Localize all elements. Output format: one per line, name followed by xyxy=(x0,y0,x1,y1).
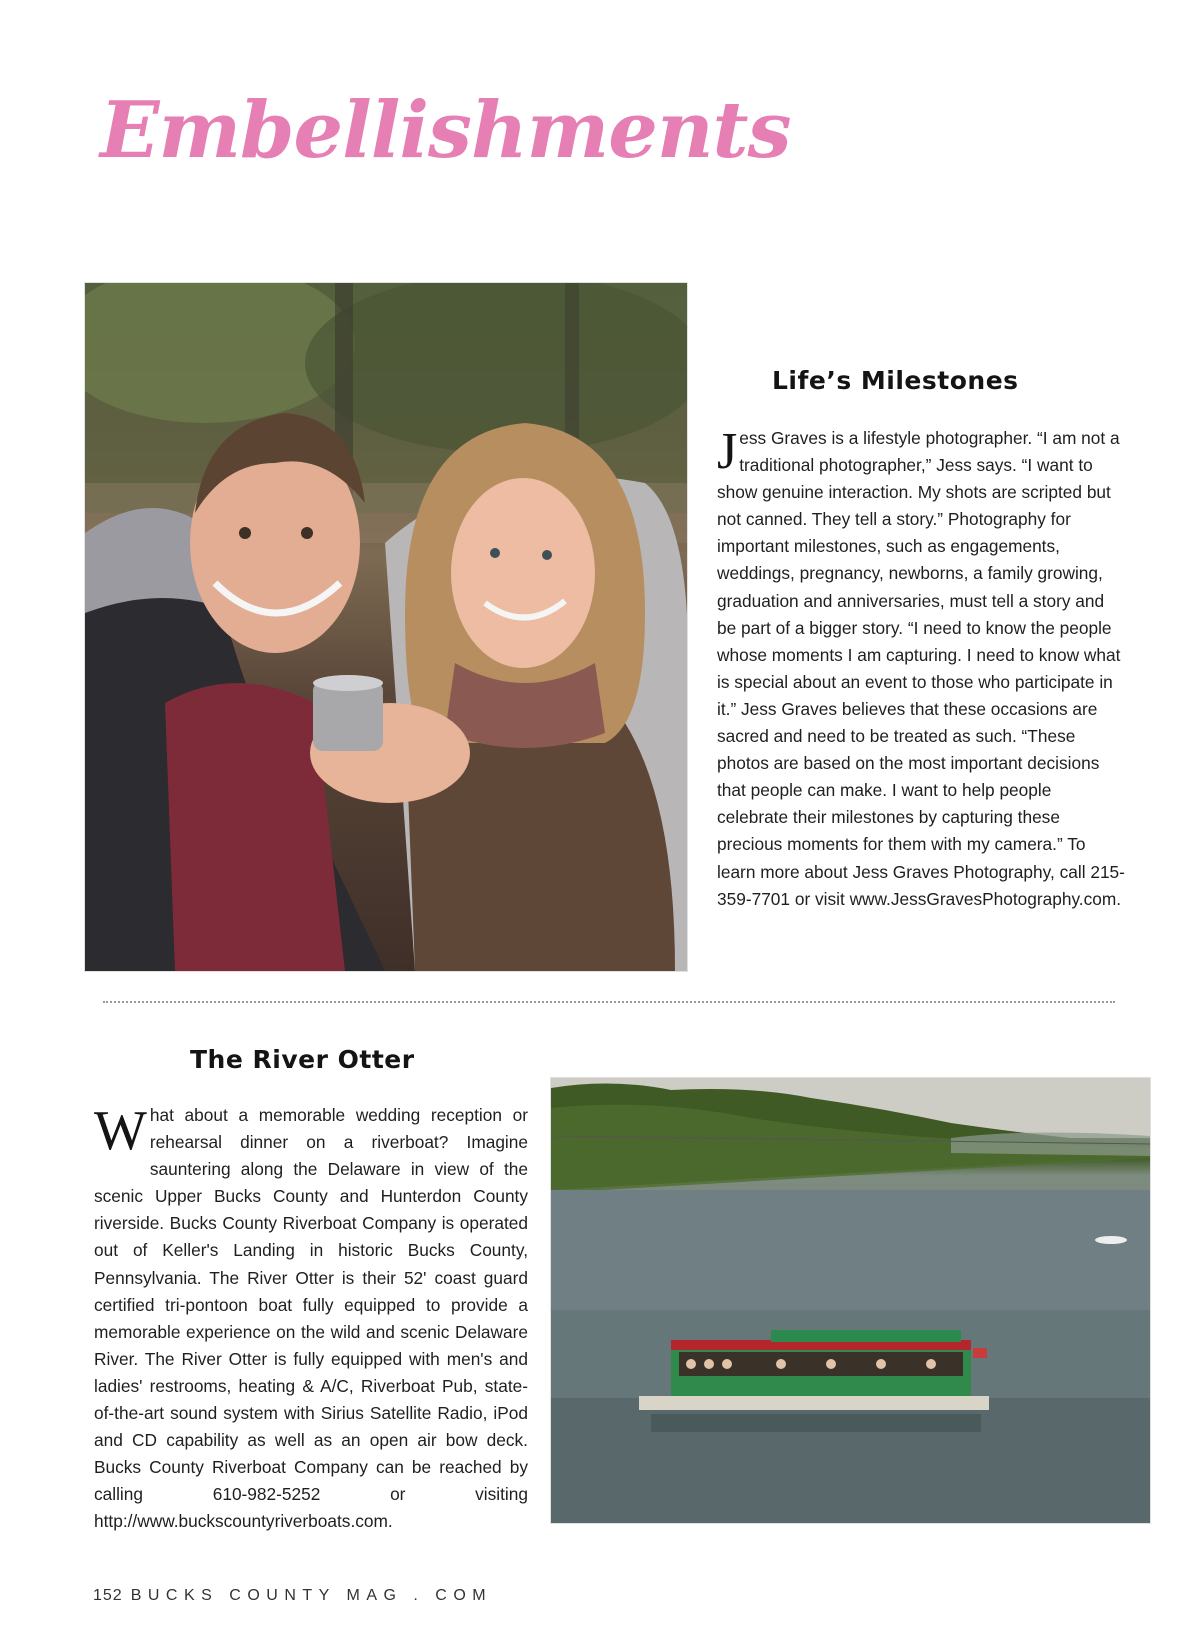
couple-photo-illustration xyxy=(85,283,687,971)
section-divider xyxy=(103,1001,1115,1003)
couple-photo xyxy=(84,282,688,972)
milestones-body: ess Graves is a lifestyle photographer. “I am not a traditional photographer,” Jess says. “I want to show genuine interaction. My shots are scripted but not canned. They tell a story.” Photography for important milestones, such as engagements, weddings, pregnancy, newborns, a family growing, graduation and anniversaries, must tell a story and be part of a bigger story. “I need to know the people whose moments I am capturing. I need to know what is special about an event to those who participate in it.” Jess Graves believes that these occasions are sacred and need to be treated as such. “These photos are based on the most important decisions that people can make. I want to help people celebrate their milestones by capturing these precious moments for them with my camera.” To learn more about Jess Graves Photography, call 215-359-7701 or visit www.JessGravesPhotography.com. xyxy=(717,428,1125,909)
riverboat-photo xyxy=(550,1077,1151,1524)
milestones-headline: Life’s Milestones xyxy=(772,366,1019,395)
publication-name: BUCKS COUNTY MAG . COM xyxy=(130,1587,493,1604)
milestones-article xyxy=(717,425,1127,913)
river-otter-body: hat about a memorable wedding reception or rehearsal dinner on a riverboat? Imagine sauntering along the Delaware in view of the scenic Upper Bucks County and Hunterdon County riverside. Bucks County Riverboat Company is operated out of Keller's Landing in historic Bucks County, Pennsylvania. The River Otter is their 52' coast guard certified tri-pontoon boat fully equipped to provide a memorable experience on the wild and scenic Delaware River. The River Otter is fully equipped with men's and ladies' restrooms, heating & A/C, Riverboat Pub, state-of-the-art sound system with Sirius Satellite Radio, iPod and CD capability as well as an open air bow deck. Bucks County Riverboat Company can be reached by calling 610-982-5252 or visiting http://www.buckscountyriverboats.com. xyxy=(94,1105,528,1532)
section-title: Embellishments xyxy=(100,85,791,176)
river-otter-dropcap: W xyxy=(94,1100,147,1162)
page-footer xyxy=(93,1587,492,1605)
page-number: 152 xyxy=(93,1587,123,1604)
riverboat-photo-illustration xyxy=(551,1078,1150,1523)
milestones-dropcap: J xyxy=(717,423,738,480)
river-otter-article xyxy=(94,1102,528,1536)
river-otter-headline: The River Otter xyxy=(190,1045,415,1074)
